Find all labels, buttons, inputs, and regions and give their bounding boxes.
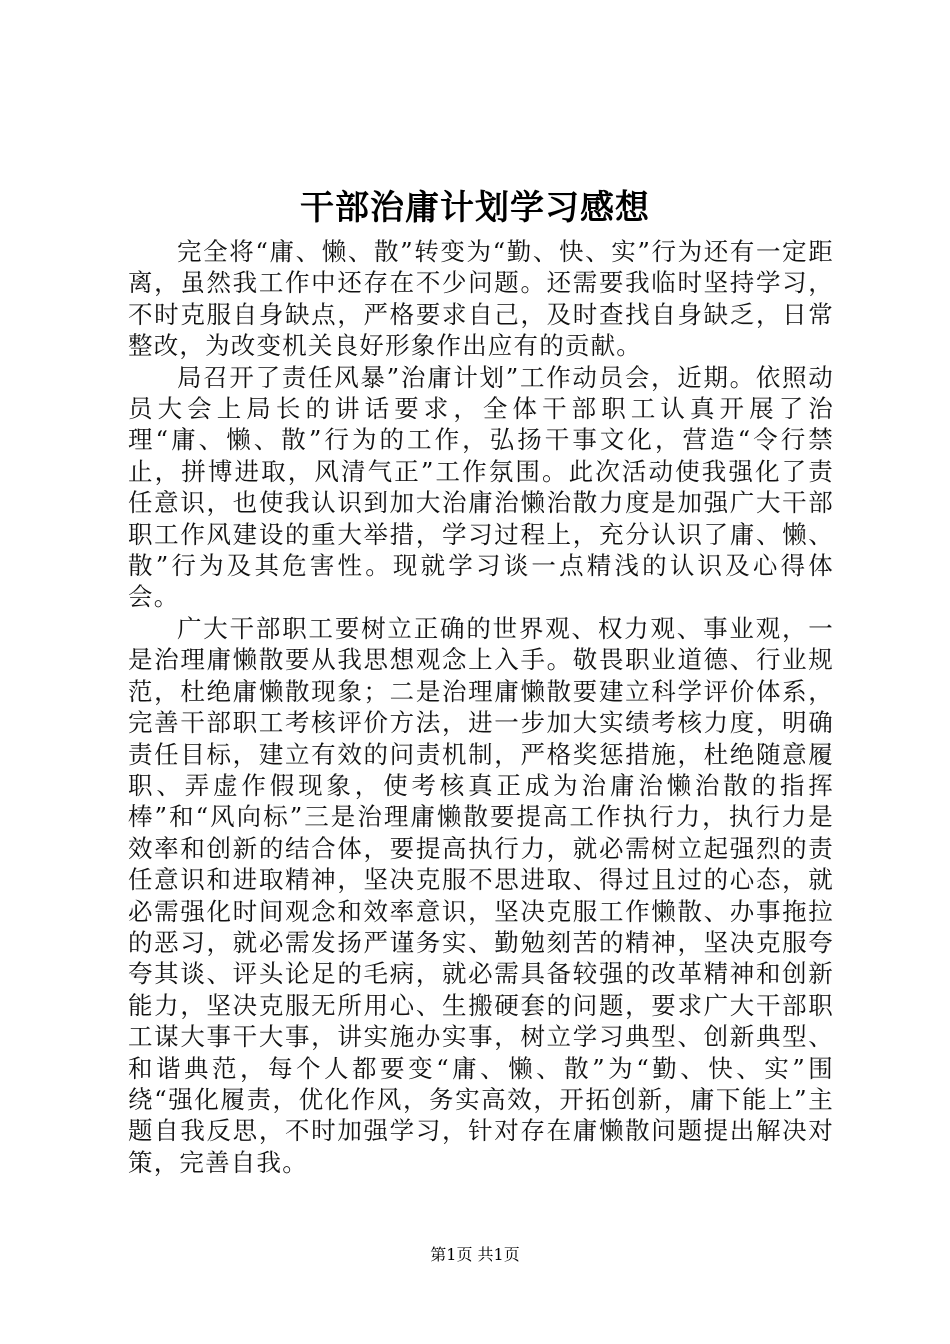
paragraph-1: 完全将“庸、懒、散”转变为“勤、快、实”行为还有一定距离，虽然我工作中还存在不少问题。还需要我临时坚持学习，不时克服自身缺点，严格要求自己，及时查找自身缺乏，日常整改，为改变机关良好形象作出应有的贡献。 [128, 237, 834, 361]
paragraph-3: 广大干部职工要树立正确的世界观、权力观、事业观，一是治理庸懒散要从我思想观念上入手。敬畏职业道德、行业规范，杜绝庸懒散现象；二是治理庸懒散要建立科学评价体系，完善干部职工考核评价方法，进一步加大实绩考核力度，明确责任目标，建立有效的问责机制，严格奖惩措施，杜绝随意履职、弄虚作假现象，使考核真正成为治庸治懒治散的指挥棒”和“风向标”三是治理庸懒散要提高工作执行力，执行力是效率和创新的结合体，要提高执行力，就必需树立起强烈的责任意识和进取精神，坚决克服不思进取、得过且过的心态，就必需强化时间观念和效率意识，坚决克服工作懒散、办事拖拉的恶习，就必需发扬严谨务实、勤勉刻苦的精神，坚决克服夸夸其谈、评头论足的毛病，就必需具备较强的改革精神和创新能力，坚决克服无所用心、生搬硬套的问题，要求广大干部职工谋大事干大事，讲实施办实事，树立学习典型、创新典型、和谐典范，每个人都要变“庸、懒、散”为“勤、快、实”围绕“强化履责，优化作风，务实高效，开拓创新，庸下能上”主题自我反思，不时加强学习，针对存在庸懒散问题提出解决对策，完善自我。 [128, 613, 834, 1177]
document-title: 干部治庸计划学习感想 [300, 188, 650, 228]
paragraph-2: 局召开了责任风暴”治庸计划”工作动员会，近期。依照动员大会上局长的讲话要求，全体干部职工认真开展了治理“庸、懒、散”行为的工作，弘扬干事文化，营造“令行禁止，拼博进取，风清气正”工作氛围。此次活动使我强化了责任意识，也使我认识到加大治庸治懒治散力度是加强广大干部职工作风建设的重大举措，学习过程上，充分认识了庸、懒、散”行为及其危害性。现就学习谈一点精浅的认识及心得体会。 [128, 362, 834, 612]
page-number-footer: 第1页 共1页 [430, 1245, 520, 1264]
document-body [128, 236, 834, 1178]
